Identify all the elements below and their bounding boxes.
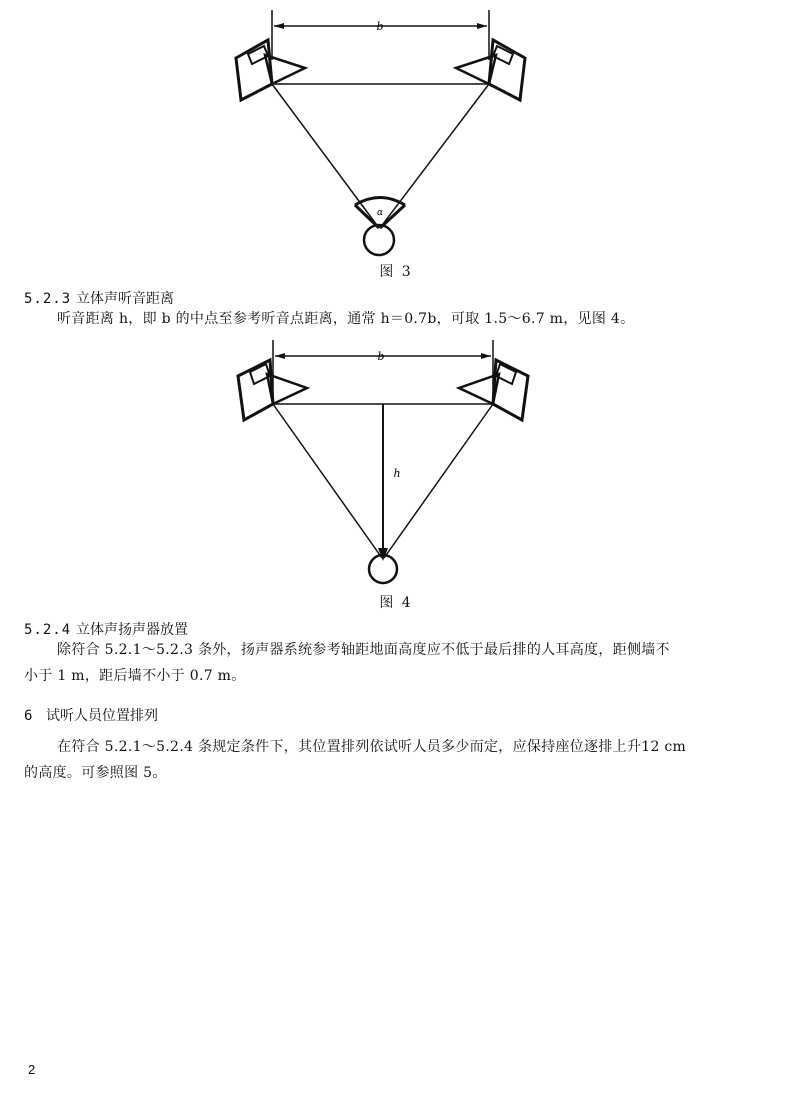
figure-4-label-b: b: [377, 350, 385, 363]
section-number: 5.2.4: [24, 622, 72, 638]
section-title: 立体声扬声器放置: [76, 622, 188, 638]
figure-3-label-b: b: [376, 20, 384, 33]
page-number: 2: [28, 1062, 36, 1077]
paragraph-line: 除符合 5.2.1～5.2.3 条外，扬声器系统参考轴距地面高度应不低于最后排的人耳高度，距侧墙不: [57, 642, 670, 658]
left-speaker-icon: [236, 40, 305, 100]
section-number: 6: [24, 708, 34, 724]
section-title: 试听人员位置排列: [46, 708, 158, 724]
section-5-2-4-paragraph: [24, 637, 744, 689]
figure-4-diagram: [0, 336, 792, 586]
paragraph-line: 的高度。可参照图 5。: [24, 765, 167, 781]
figure-3-label-angle: α: [376, 208, 384, 218]
section-5-2-4-heading: [24, 619, 188, 639]
paragraph-line: 听音距离 h，即 b 的中点至参考听音点距离，通常 h＝0.7b，可取 1.5～6.7 m，见图 4。: [57, 311, 635, 327]
figure-4-caption: 图 4: [379, 595, 413, 611]
figure-3-caption: 图 3: [379, 264, 413, 280]
paragraph-line: 在符合 5.2.1～5.2.4 条规定条件下，其位置排列依试听人员多少而定，应保持座位逐排上升12 cm: [57, 739, 687, 755]
section-6-paragraph: [24, 734, 744, 786]
paragraph-line: 小于 1 m，距后墙不小于 0.7 m。: [24, 668, 246, 684]
listener-head-icon: [364, 225, 394, 255]
figure-3-diagram: [0, 0, 792, 262]
section-5-2-3-paragraph: [24, 306, 744, 332]
section-title: 立体声听音距离: [76, 291, 174, 307]
right-speaker-icon: [456, 40, 525, 100]
section-5-2-3-heading: [24, 288, 174, 308]
section-number: 5.2.3: [24, 291, 72, 307]
figure-4-label-h: h: [393, 467, 401, 480]
section-6-heading: [24, 705, 158, 725]
